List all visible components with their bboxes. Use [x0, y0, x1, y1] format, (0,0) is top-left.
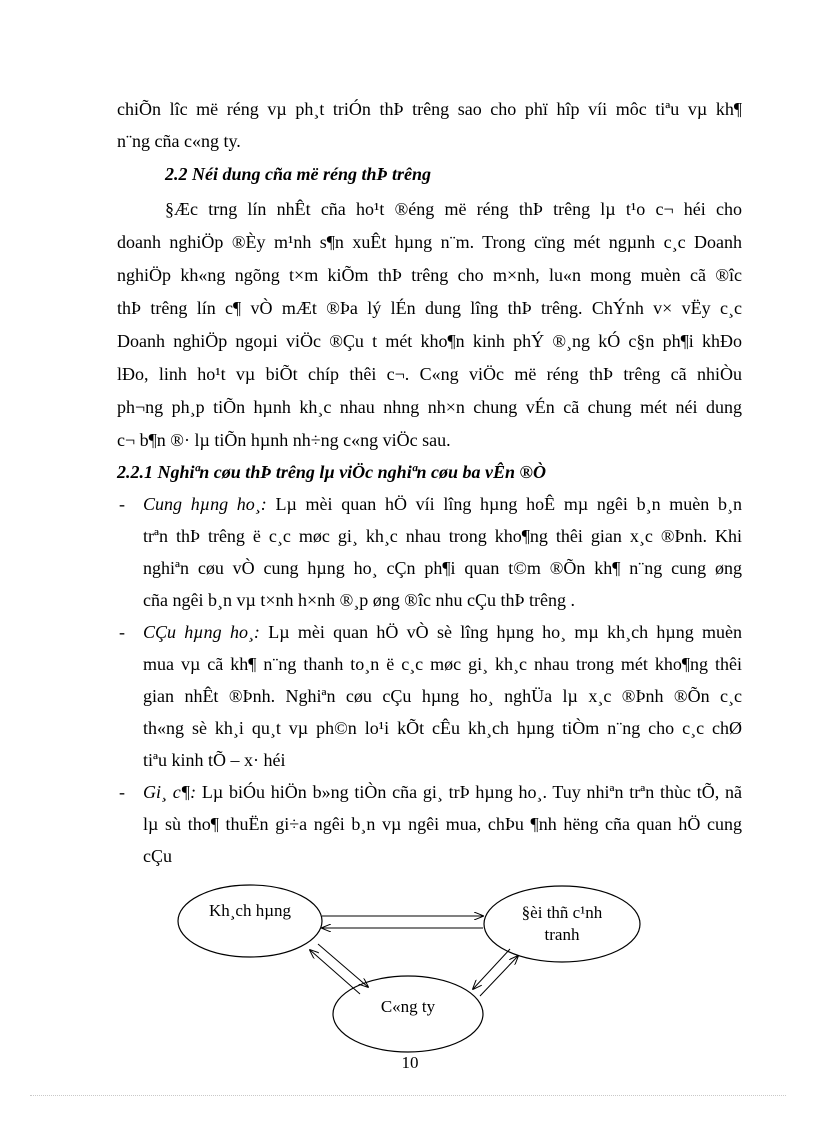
page-number: 10: [401, 1053, 419, 1072]
bullet-2-text: Lµ mèi quan hÖ vÒ sè lîng hµng ho¸ mµ kh¸ch hµng muèn: [259, 622, 742, 642]
bullet-2-line-5: tiªu kinh tÕ – x· héi: [143, 750, 286, 770]
customer-label: Kh¸ch hµng: [208, 901, 292, 920]
bullet-1-line-2: trªn thÞ trêng ë c¸c møc gi¸ kh¸c nhau trong kho¶ng thêi gian x¸c ®Þnh. Khi: [143, 526, 742, 546]
main-paragraph-line-3: nghiÖp kh«ng ngõng t×m kiÕm thÞ trêng cho m×nh, lu«n mong muèn cã ®îc: [117, 265, 742, 285]
main-paragraph-line-7: ph¬ng ph¸p tiÕn hµnh kh¸c nhau nhng nh×n chung vÉn cã chung mét néi dung: [117, 397, 742, 417]
arrow-company-to-customer: [310, 950, 360, 994]
main-paragraph-line-5: Doanh nghiÖp ngoµi viÖc ®Çu t mét kho¶n kinh phÝ ®¸ng kÓ c§n ph¶i khÐo: [117, 331, 742, 351]
bullet-1-line-3: nghiªn cøu vÒ cung hµng ho¸ cÇn ph¶i quan t©m ®Õn kh¶ n¨ng cung øng: [143, 558, 742, 578]
subsection-heading: 2.2.1 Nghiªn cøu thÞ trêng lµ viÖc nghiªn cøu ba vÊn ®Ò: [117, 462, 546, 482]
competitor-label-line-1: §èi thñ c¹nh: [521, 903, 603, 922]
bullet-dash: -: [119, 782, 125, 802]
main-paragraph-line-6: lÐo, linh ho¹t vµ biÕt chíp thêi c¬. C«ng viÖc më réng thÞ trêng cã nhiÒu: [117, 364, 742, 384]
bullet-1-text: Lµ mèi quan hÖ víi lîng hµng hoÊ mµ ngêi b¸n muèn b¸n: [266, 494, 742, 514]
bullet-3-text: Lµ biÓu hiÖn b»ng tiÒn cña gi¸ trÞ hµng ho¸. Tuy nhiªn trªn thùc tÕ, nã: [196, 782, 743, 802]
intro-line-2: n¨ng cña c«ng ty.: [117, 131, 241, 151]
main-paragraph-line-2: doanh nghiÖp ®Èy m¹nh s¶n xuÊt hµng n¨m. Trong cïng mét ngµnh c¸c Doanh: [117, 232, 742, 252]
bullet-3-term: Gi¸ c¶:: [143, 782, 197, 802]
bullet-1-term: Cung hµng ho¸:: [143, 494, 267, 514]
page-bottom-divider: [30, 1095, 786, 1096]
bullet-dash: -: [119, 622, 125, 642]
bullet-3-line-3: cÇu: [143, 846, 172, 866]
bullet-3-line-2: lµ sù tho¶ thuËn gi÷a ngêi b¸n vµ ngêi mua, chÞu ¶nh hëng cña quan hÖ cung: [143, 814, 742, 834]
bullet-3-first-line: [143, 780, 742, 804]
bullet-2-term: CÇu hµng ho¸:: [143, 622, 260, 642]
competitor-label-line-2: tranh: [544, 925, 580, 944]
arrow-competitor-to-company: [473, 949, 510, 989]
company-label: C«ng ty: [380, 997, 436, 1016]
bullet-dash: -: [119, 494, 125, 514]
main-paragraph-line-4: thÞ trêng lín c¶ vÒ mÆt ®Þa lý lÉn dung lîng thÞ trêng. ChÝnh v× vËy c¸c: [117, 298, 742, 318]
arrow-customer-to-company: [318, 944, 368, 987]
relationship-diagram: [170, 876, 670, 1066]
bullet-1-line-4: cña ngêi b¸n vµ t×nh h×nh ®¸p øng ®îc nhu cÇu thÞ trêng .: [143, 590, 575, 610]
bullet-2-line-2: mua vµ cã kh¶ n¨ng thanh to¸n ë c¸c møc gi¸ kh¸c nhau trong mét kho¶ng thêi: [143, 654, 742, 674]
bullet-2-line-4: th«ng sè kh¸i qu¸t vµ ph©n lo¹i kÕt cÊu kh¸ch hµng tiÒm n¨ng cho c¸c chØ: [143, 718, 742, 738]
intro-line-1: chiÕn lîc më réng vµ ph¸t triÓn thÞ trêng sao cho phï hîp víi môc tiªu vµ kh¶: [117, 99, 742, 119]
main-paragraph-line-1: §Æc trng lín nhÊt cña ho¹t ®éng më réng thÞ trêng lµ t¹o c¬ héi cho: [165, 199, 742, 219]
bullet-2-first-line: [143, 620, 742, 644]
section-heading: 2.2 Néi dung cña më réng thÞ trêng: [165, 164, 432, 184]
main-paragraph-line-8: c¬ b¶n ®· lµ tiÕn hµnh nh÷ng c«ng viÖc sau.: [117, 430, 451, 450]
bullet-1-first-line: [143, 492, 742, 516]
bullet-2-line-3: gian nhÊt ®Þnh. Nghiªn cøu cÇu hµng ho¸ nghÜa lµ x¸c ®Þnh ®Õn c¸c: [143, 686, 742, 706]
